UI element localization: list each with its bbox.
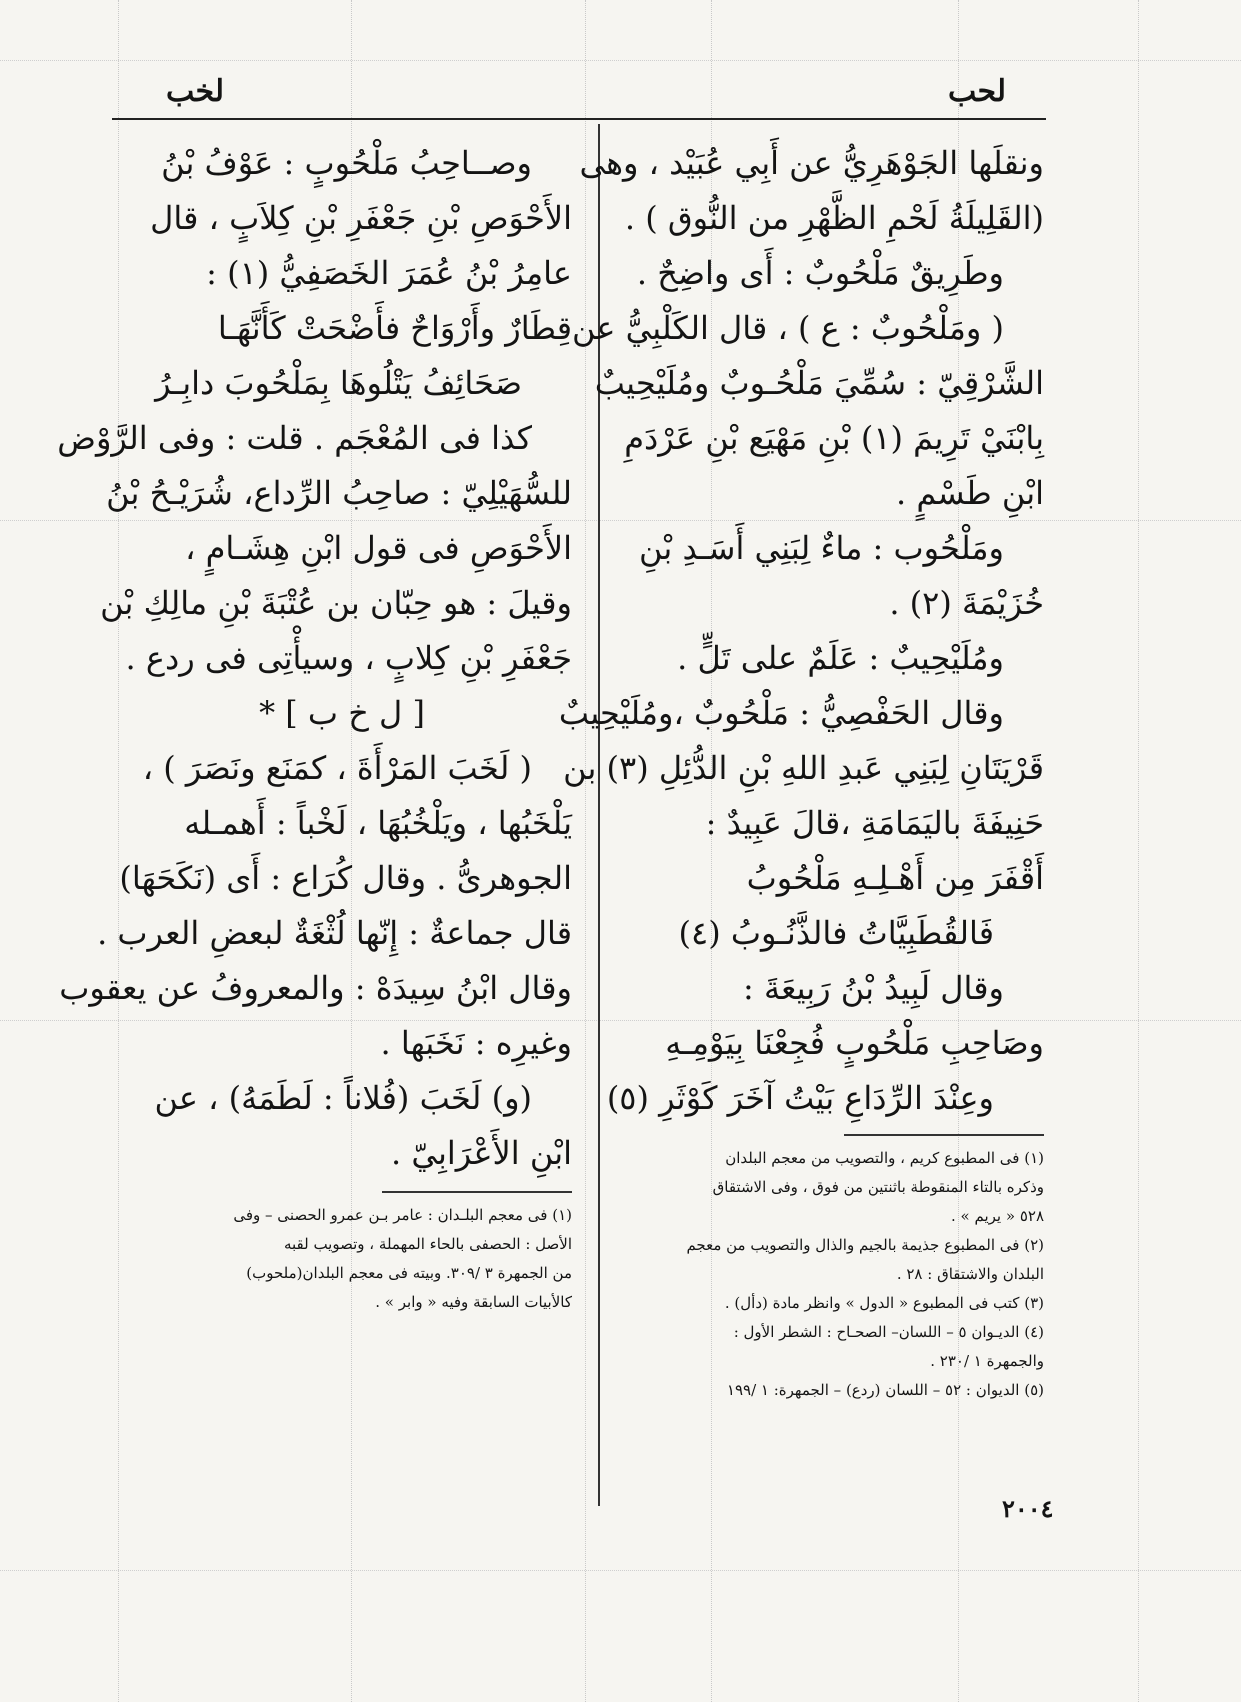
- footnote-line: (٤) الديـوان ٥ – اللسان– الصحـاح : الشطر الأول :: [733, 1323, 1044, 1341]
- text-line: الشَّرْقِيّ : سُمِّيَ مَلْحُـوبٌ ومُلَيْحِيبٌ: [594, 364, 1044, 402]
- verse-line: قِطَارٌ وأَرْوَاحٌ فأَضْحَتْ كَأَنَّهَـا: [217, 309, 572, 347]
- grid-line: [0, 1570, 1241, 1571]
- text-line: ومُلَيْحِيبٌ : عَلَمٌ على تَلٍّ .: [677, 639, 1004, 677]
- text-line: يَلْخَبُها ، ويَلْخُبُهَا ، لَخْباً : أَهمـله: [184, 804, 572, 842]
- grid-line: [1138, 0, 1139, 1702]
- text-line: وصــاحِبُ مَلْحُوبٍ : عَوْفُ بْنُ: [161, 144, 532, 182]
- left-column: [57, 136, 572, 1317]
- text-line: بِابْنَيْ تَرِيمَ (١) بْنِ مَهْيَع بْنِ عَرْدَمِ: [624, 419, 1044, 457]
- text-line: خُزَيْمَةَ (٢) .: [889, 584, 1044, 622]
- text-line: للسُّهَيْلِيّ : صاحِبُ الرِّداع، شُرَيْـحُ بْنُ: [106, 474, 572, 512]
- grid-line: [0, 60, 1241, 61]
- text-line: جَعْفَرِ بْنِ كِلابٍ ، وسيأْتِى فى ردع .: [125, 639, 572, 677]
- text-line: عامِرُ بْنُ عُمَرَ الخَصَفِيُّ (١) :: [206, 254, 572, 292]
- footnote-rule: [382, 1191, 572, 1193]
- verse-line: وصَاحِبِ مَلْحُوبٍ فُجِعْنَا بِيَوْمِـهِ: [665, 1024, 1044, 1062]
- text-line: وطَرِيقٌ مَلْحُوبٌ : أَى واضِحٌ .: [636, 254, 1004, 292]
- text-line: (و) لَخَبَ (فُلاناً : لَطَمَهُ) ، عن: [154, 1079, 532, 1117]
- text-line: قال جماعةٌ : إِنّها لُثْغَةٌ لبعضِ العرب .: [97, 914, 572, 952]
- verse-line: صَحَائِفُ يَتْلُوهَا بِمَلْحُوبَ دابِـرُ: [155, 364, 522, 402]
- footnote-line: (١) فى معجم البلـدان : عامر بـن عمرو الحصنى – وفى: [233, 1206, 572, 1224]
- footnote-line: من الجمهرة ٣ /٣٠٩. وبيته فى معجم البلدان(ملحوب): [246, 1264, 572, 1282]
- text-line: (القَلِيلَةُ لَحْمِ الظَّهْرِ من النُّوق ) .: [624, 199, 1044, 237]
- text-line: ومَلْحُوب : ماءٌ لِبَنِي أَسَـدِ بْنِ: [639, 529, 1004, 567]
- footnote-line: وذكره بالتاء المنقوطة باثنتين من فوق ، وفى الاشتقاق: [712, 1178, 1044, 1196]
- text-line: ونقلَها الجَوْهَرِيُّ عن أَبِي عُبَيْد ، وهى: [579, 144, 1044, 182]
- text-line: ( لَخَبَ المَرْأَةَ ، كمَنَع ونَصَرَ ) ،: [142, 749, 532, 787]
- text-line: الأَحْوَصِ بْنِ جَعْفَرِ بْنِ كِلاَبٍ ، قال: [150, 199, 572, 237]
- footnote-line: (٣) كتب فى المطبوع « الدول » وانظر مادة (دأل) .: [724, 1294, 1044, 1312]
- footnote-line: كالأبيات السابقة وفيه « وابر » .: [375, 1293, 572, 1311]
- footnote-rule: [844, 1134, 1044, 1136]
- running-head-right: لحب: [948, 74, 1006, 109]
- text-line: وغيرِه : نَخَبَها .: [380, 1024, 572, 1062]
- text-line: وقال لَبِيدُ بْنُ رَبِيعَةَ :: [743, 969, 1004, 1007]
- text-line: كذا فى المُعْجَم . قلت : وفى الرَّوْض: [57, 419, 532, 457]
- text-line: وقيلَ : هو حِبّان بن عُتْبَةَ بْنِ مالِكِ بْن: [100, 584, 572, 622]
- footnote-line: والجمهرة ١ /٢٣٠ .: [930, 1352, 1044, 1370]
- grid-line: [585, 0, 586, 1702]
- header-rule: [112, 118, 1046, 120]
- footnote-line: البلدان والاشتقاق : ٢٨ .: [896, 1265, 1044, 1283]
- text-line: ابْنِ طَسْمٍ .: [896, 474, 1044, 512]
- verse-line: وعِنْدَ الرِّدَاعِ بَيْتُ آخَرَ كَوْثَرِ (٥): [606, 1079, 994, 1117]
- verse-line: فَالقُطَبِيَّاتُ فالذَّنُـوبُ (٤): [678, 914, 994, 952]
- footnote-line: (١) فى المطبوع كريم ، والتصويب من معجم البلدان: [725, 1149, 1044, 1167]
- text-line: وقال ابْنُ سِيدَهْ : والمعروفُ عن يعقوب: [59, 969, 572, 1007]
- text-line: ابْنِ الأَعْرَابِيّ .: [390, 1134, 572, 1172]
- footnote-line: ٥٢٨ « يريم » .: [951, 1207, 1044, 1225]
- text-line: قَرْيَتَانِ لِبَنِي عَبدِ اللهِ بْنِ الدُّئِلِ (٣) بن: [563, 749, 1044, 787]
- text-line: ( ومَلْحُوبٌ : ع ) ، قال الكَلْبِيُّ عن: [571, 309, 1004, 347]
- running-head-left: لخب: [166, 74, 224, 109]
- footnote-line: الأصل : الحصفى بالحاء المهملة ، وتصويب لقبه: [283, 1235, 572, 1253]
- verse-line: أَقْفَرَ مِن أَهْـلِـهِ مَلْحُوبُ: [746, 859, 1044, 897]
- text-line: الأَحْوَصِ فى قول ابْنِ هِشَـامٍ ،: [185, 529, 572, 567]
- entry-heading: [ ل خ ب ] *: [259, 694, 425, 732]
- page-number: ٢٠٠٤: [1002, 1494, 1054, 1523]
- text-line: الجوهرىُّ . وقال كُرَاع : أَى (نَكَحَهَا): [119, 859, 572, 897]
- footnote-line: (٢) فى المطبوع جذيمة بالجيم والذال والتصويب من معجم: [686, 1236, 1044, 1254]
- text-line: حَنِيفَةَ باليَمَامَةِ ،قالَ عَبِيدٌ :: [705, 804, 1044, 842]
- text-line: وقال الحَفْصِيُّ : مَلْحُوبٌ ،ومُلَيْحِيبٌ: [558, 694, 1004, 732]
- right-column: [558, 136, 1044, 1405]
- footnote-line: (٥) الديوان : ٥٢ – اللسان (ردع) – الجمهرة: ١ /١٩٩: [726, 1381, 1044, 1399]
